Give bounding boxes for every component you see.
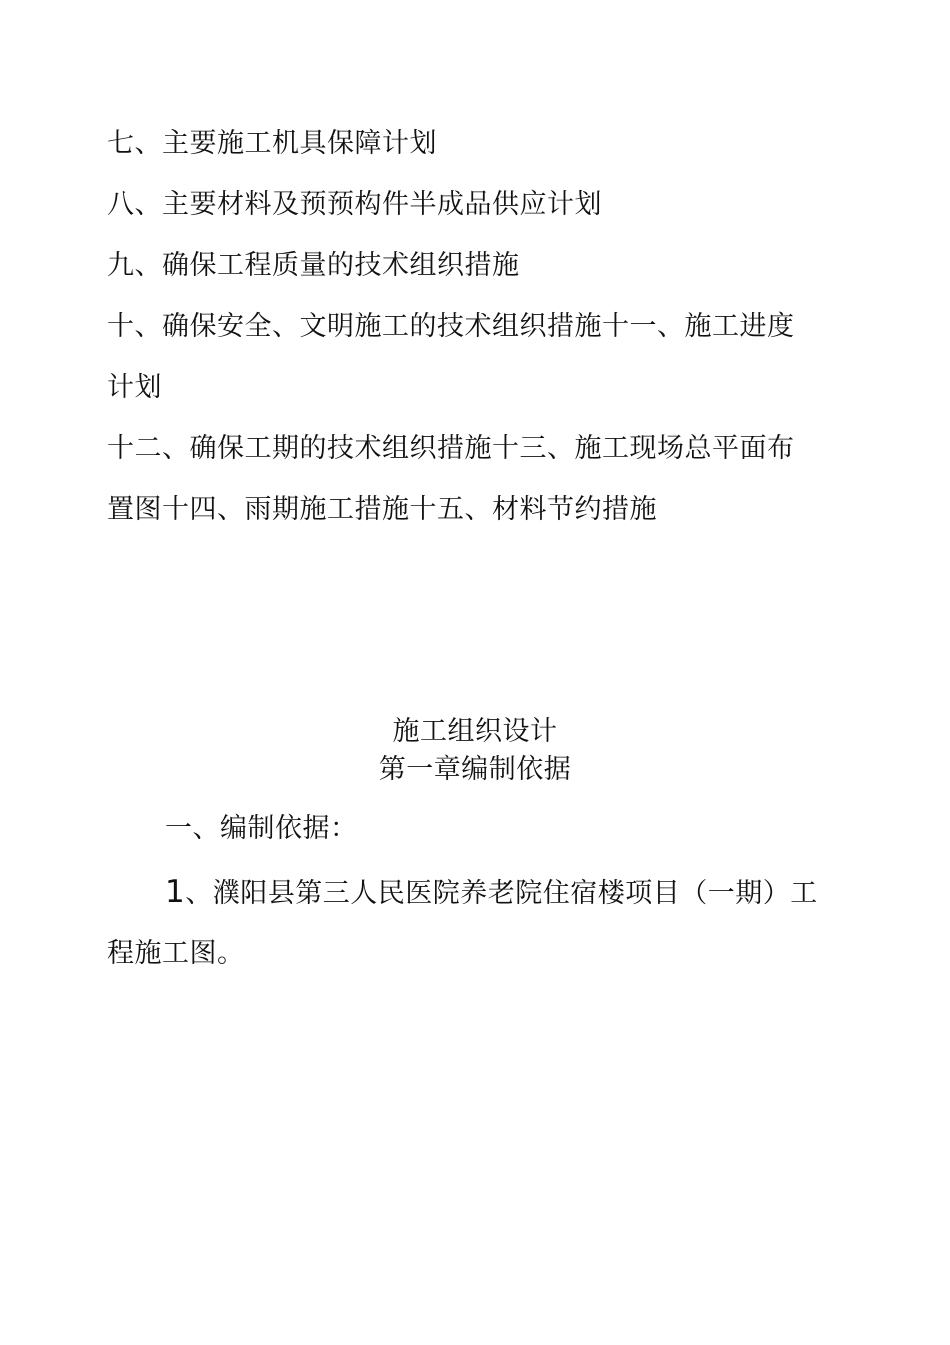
basis-item-first-line: [107, 862, 847, 923]
toc-line: 十、确保安全、文明施工的技术组织措施十一、施工进度: [107, 311, 795, 342]
document-title: 施工组织设计: [392, 716, 558, 747]
basis-item-text: 、濮阳县第三人民医院养老院住宿楼项目（一期）工: [185, 878, 818, 909]
toc-line: 八、主要材料及预预构件半成品供应计划: [107, 189, 602, 220]
toc-line: 十二、确保工期的技术组织措施十三、施工现场总平面布: [107, 433, 795, 464]
toc-line: 七、主要施工机具保障计划: [107, 128, 437, 159]
basis-item-number: 1: [165, 874, 186, 910]
table-of-contents: [107, 113, 837, 540]
toc-line: 九、确保工程质量的技术组织措施: [107, 250, 520, 281]
section-heading: 一、编制依据：: [165, 813, 358, 844]
basis-item-second-line: 程施工图。: [107, 938, 245, 969]
chapter-heading: 第一章编制依据: [378, 754, 572, 785]
toc-line: 计划: [107, 372, 162, 403]
basis-item-paragraph: [107, 862, 847, 984]
toc-line: 置图十四、雨期施工措施十五、材料节约措施: [107, 494, 657, 525]
